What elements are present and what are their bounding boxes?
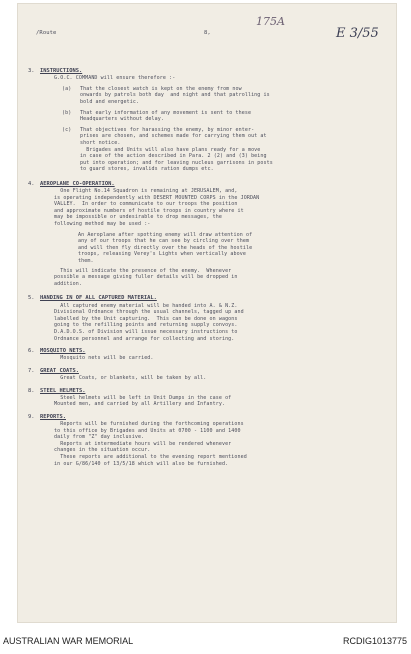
section-heading: STEEL HELMETS. [40,387,86,394]
reference-code: /Route [36,30,57,36]
body-line: Great Coats, or blankets, will be taken by all. [54,374,207,381]
section-number: 8. [28,387,35,394]
body-line: to this office by Brigades and Units at 0700 - 1100 and 1400 [54,427,241,434]
item-line: onwards by patrols both day and night and that patrolling is [80,92,270,99]
item-line: That objectives for harassing the enemy, by minor enter- [80,126,255,133]
body-line: Ordnance personnel and arrange for collecting and storing. [54,335,235,342]
body-line: possible a message giving fuller details will be dropped in [54,274,238,281]
item-label: (b) [62,109,72,116]
item-line: in case of the action described in Para. 2 (2) and (3) being [80,153,267,160]
body-line: These reports are additional to the evening report mentioned [54,453,247,460]
item-label: (c) [62,126,72,133]
section-number: 5. [28,295,35,302]
footer-archive-name: AUSTRALIAN WAR MEMORIAL [3,636,134,646]
body-line: following method may be used :- [54,221,151,227]
quoted-line: any of our troops that he can see by circling over them [78,238,250,245]
body-line: Divisional Ordnance through the usual channels, tagged up and [54,309,244,316]
body-line: VALLEY. In order to communicate to our troops the position [54,201,238,208]
quoted-line: An Aeroplane after spotting enemy will draw attention of [78,231,253,238]
item-line: short notice. [80,139,121,146]
item-line: prises are chosen, and schemes made for carrying them out at [80,133,267,140]
body-line: Mosquito nets will be carried. [54,355,154,362]
item-label: (a) [62,85,72,92]
item-line: Headquarters without delay. [80,116,164,123]
item-line: That the closest watch is kept on the enemy from now [80,85,242,92]
section-number: 4. [28,180,35,187]
body-line: in our G/86/140 of 13/5/18 which will also be furnished. [54,460,229,467]
page-number: 8, [204,30,211,36]
section-heading: MOSQUITO NETS. [40,348,86,355]
body-line: Reports will be furnished during the forthcoming operations [54,420,244,427]
item-line: bold and energetic. [80,98,140,105]
body-line: going to the refilling points and returning supply convoys. [54,322,238,329]
section-heading: AEROPLANE CO-OPERATION. [40,180,115,187]
footer-bar [0,632,411,654]
body-line: changes in the situation occur. [54,447,151,454]
body-line: labelled by the Unit capturing. This can be done on wagons [54,315,238,322]
body-line: and approximate numbers of hostile troops in country where it [54,207,244,214]
section-number: 3. [28,68,35,74]
section-heading: INSTRUCTIONS. [40,68,83,74]
section-number: 9. [28,413,35,420]
document-page [18,4,396,622]
section-number: 6. [28,348,35,355]
quoted-line: and will then fly directly over the heads of the hostile [78,244,253,251]
section-heading: GREAT COATS. [40,367,79,374]
folio-number: 175A [256,15,285,28]
body-line: addition. [54,280,82,287]
item-line: Brigades and Units will also have plans ready for a move [80,146,261,153]
section-heading: REPORTS. [40,413,66,420]
body-line: Mounted men, and carried by all Artillery and Infantry. [54,401,226,408]
item-line: to guard stores, invalids ration dumps etc. [80,166,214,173]
body-line: D.A.D.O.S. of Division will issue necessary instructions to [54,328,238,335]
item-line: That early information of any movement is sent to these [80,109,252,116]
body-line: All captured enemy material will be handed into A. & N.Z. [54,302,238,309]
section-number: 7. [28,367,35,374]
body-line: daily from "Z" day inclusive. [54,434,145,441]
body-line: Reports at intermediate hours will be rendered whenever [54,440,232,447]
body-line: One Flight No.14 Squadron is remaining at JERUSALEM, and, [54,188,238,194]
body-line: This will indicate the presence of the enemy. Whenever [54,267,232,274]
archive-stamp: E 3/55 [336,26,379,41]
body-line: G.O.C. COMMAND will ensure therefore :- [54,75,176,82]
body-line: may be impossible or undesirable to drop messages, the [54,214,222,221]
quoted-line: troops, releasing Verey's Lights when vertically above [78,251,246,258]
section-heading: HANDING IN OF ALL CAPTURED MATERIAL. [40,295,157,302]
body-line: is operating independently with DESERT MOUNTED CORPS in the JORDAN [54,194,260,201]
body-line: Steel helmets will be left in Unit Dumps in the case of [54,394,232,401]
item-line: put into operation; and for leaving nucleus garrisons in posts [80,159,273,166]
footer-record-id: RCDIG1013775 [342,636,407,646]
quoted-line: them. [78,258,94,264]
